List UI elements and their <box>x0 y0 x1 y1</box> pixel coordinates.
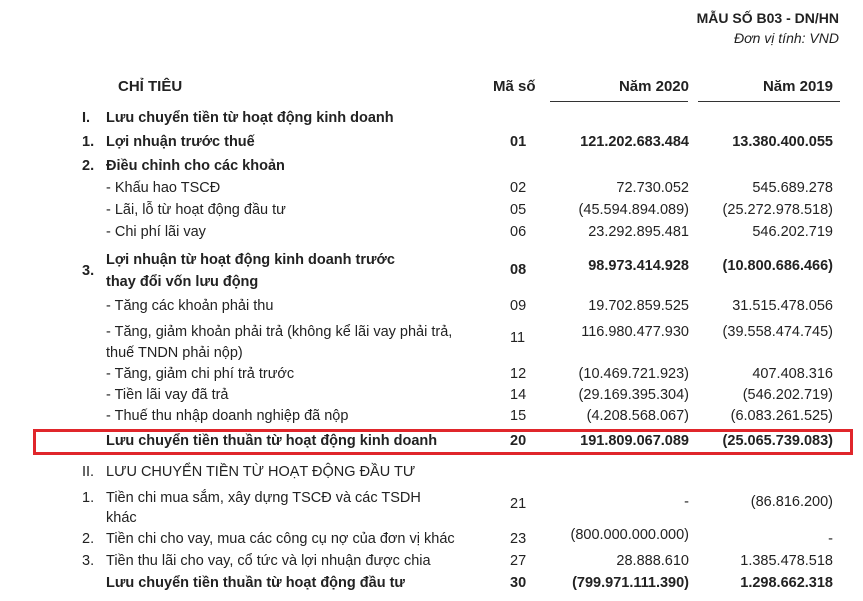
row-value-2019: (86.816.200) <box>750 494 833 510</box>
row-value-2019: (39.558.474.745) <box>722 324 833 340</box>
row-code: 15 <box>510 408 527 424</box>
row-code: 02 <box>510 180 527 196</box>
row-value-2020: - <box>684 494 689 510</box>
row-code: 12 <box>510 366 527 382</box>
row-code: 01 <box>510 134 527 150</box>
row-label: Lưu chuyển tiền từ hoạt động kinh doanh <box>106 110 394 126</box>
table-row <box>0 252 863 296</box>
row-value-2019: 545.689.278 <box>752 180 833 196</box>
column-header-2019: Năm 2019 <box>762 78 833 95</box>
row-code: 05 <box>510 202 527 218</box>
row-code: 06 <box>510 224 527 240</box>
row-value-2019: (546.202.719) <box>742 387 833 403</box>
column-header-indicator: CHỈ TIÊU <box>118 78 183 95</box>
row-value-2020: (29.169.395.304) <box>578 387 689 403</box>
row-value-2019: 407.408.316 <box>752 366 833 382</box>
row-value-2019: (10.800.686.466) <box>722 258 833 274</box>
row-number: 1. <box>82 490 95 506</box>
row-code: 23 <box>510 531 527 547</box>
row-number: II. <box>82 464 95 480</box>
row-label: - Tăng, giảm chi phí trả trước <box>106 366 295 382</box>
row-label: Điều chỉnh cho các khoản <box>106 158 285 174</box>
row-code: 09 <box>510 298 527 314</box>
row-value-2020: 98.973.414.928 <box>588 258 689 274</box>
row-label: - Thuế thu nhập doanh nghiệp đã nộp <box>106 408 349 424</box>
row-number: 2. <box>82 158 95 174</box>
table-row <box>0 298 863 318</box>
row-label-continued: thay đổi vốn lưu động <box>106 274 259 290</box>
row-label: LƯU CHUYỂN TIỀN TỪ HOẠT ĐỘNG ĐẦU TƯ <box>106 464 416 480</box>
row-value-2019: (25.272.978.518) <box>722 202 833 218</box>
table-row <box>0 366 863 386</box>
row-code: 27 <box>510 553 527 569</box>
currency-unit: Đơn vị tính: VND <box>734 30 839 46</box>
table-row <box>0 527 863 551</box>
row-code: 21 <box>510 496 527 512</box>
table-row <box>0 553 863 573</box>
header-underline-2019 <box>698 101 840 102</box>
row-label: Tiền chi cho vay, mua các công cụ nợ của đơn vị khác <box>106 531 455 547</box>
row-label: - Tiền lãi vay đã trả <box>106 387 229 403</box>
row-label-continued: thuế TNDN phải nộp) <box>106 345 243 361</box>
table-row <box>0 180 863 200</box>
row-code: 30 <box>510 575 527 591</box>
row-value-2019: 546.202.719 <box>752 224 833 240</box>
row-number: 3. <box>82 263 95 279</box>
table-row <box>0 324 863 364</box>
row-number: I. <box>82 110 91 126</box>
table-row <box>0 387 863 407</box>
row-code: 08 <box>510 262 527 278</box>
table-row-total-operating <box>0 433 863 453</box>
row-value-2020: 28.888.610 <box>616 553 689 569</box>
table-row <box>0 464 863 484</box>
row-value-2019: 1.298.662.318 <box>740 575 833 591</box>
row-value-2020: (10.469.721.923) <box>578 366 689 382</box>
table-row <box>0 224 863 244</box>
row-number: 2. <box>82 531 95 547</box>
row-code: 11 <box>510 330 526 346</box>
row-value-2020: 19.702.859.525 <box>588 298 689 314</box>
table-row <box>0 134 863 154</box>
row-value-2020: (800.000.000.000) <box>570 527 689 543</box>
row-number: 1. <box>82 134 95 150</box>
row-value-2019: - <box>828 531 833 547</box>
row-label: - Tăng các khoản phải thu <box>106 298 274 314</box>
row-code: 14 <box>510 387 527 403</box>
table-row <box>0 490 863 530</box>
row-value-2020: 72.730.052 <box>616 180 689 196</box>
row-value-2019: (25.065.739.083) <box>722 433 833 449</box>
form-code: MẪU SỐ B03 - DN/HN <box>696 10 839 26</box>
table-row <box>0 158 863 178</box>
header-underline-2020 <box>550 101 688 102</box>
row-value-2020: (45.594.894.089) <box>578 202 689 218</box>
row-value-2020: 121.202.683.484 <box>580 134 689 150</box>
row-value-2019: 1.385.478.518 <box>740 553 833 569</box>
row-label: Lợi nhuận từ hoạt động kinh doanh trước <box>106 252 395 268</box>
row-code: 20 <box>510 433 527 449</box>
row-label: - Tăng, giảm khoản phải trả (không kể lãi vay phải trả, <box>106 324 453 340</box>
table-row <box>0 408 863 428</box>
row-value-2020: 23.292.895.481 <box>588 224 689 240</box>
row-label: Lưu chuyển tiền thuần từ hoạt động đầu tư <box>106 575 405 591</box>
row-label: Tiền thu lãi cho vay, cổ tức và lợi nhuận được chia <box>106 553 431 569</box>
table-row <box>0 110 863 130</box>
table-row <box>0 202 863 222</box>
row-value-2020: 191.809.067.089 <box>580 433 689 449</box>
column-header-code: Mã số <box>493 78 536 95</box>
row-value-2019: (6.083.261.525) <box>730 408 833 424</box>
row-label-continued: khác <box>106 510 137 526</box>
row-value-2020: (4.208.568.067) <box>586 408 689 424</box>
row-number: 3. <box>82 553 95 569</box>
row-value-2020: (799.971.111.390) <box>572 575 689 591</box>
table-row-total-investing <box>0 575 863 595</box>
row-label: Lợi nhuận trước thuế <box>106 134 255 150</box>
row-label: Tiền chi mua sắm, xây dựng TSCĐ và các TSDH <box>106 490 421 506</box>
column-header-2020: Năm 2020 <box>618 78 689 95</box>
row-label: Lưu chuyển tiền thuần từ hoạt động kinh doanh <box>106 433 438 449</box>
row-value-2019: 13.380.400.055 <box>732 134 833 150</box>
row-label: - Chi phí lãi vay <box>106 224 206 240</box>
row-label: - Khấu hao TSCĐ <box>106 180 221 196</box>
row-value-2020: 116.980.477.930 <box>581 324 689 340</box>
row-label: - Lãi, lỗ từ hoạt động đầu tư <box>106 202 286 218</box>
row-value-2019: 31.515.478.056 <box>732 298 833 314</box>
